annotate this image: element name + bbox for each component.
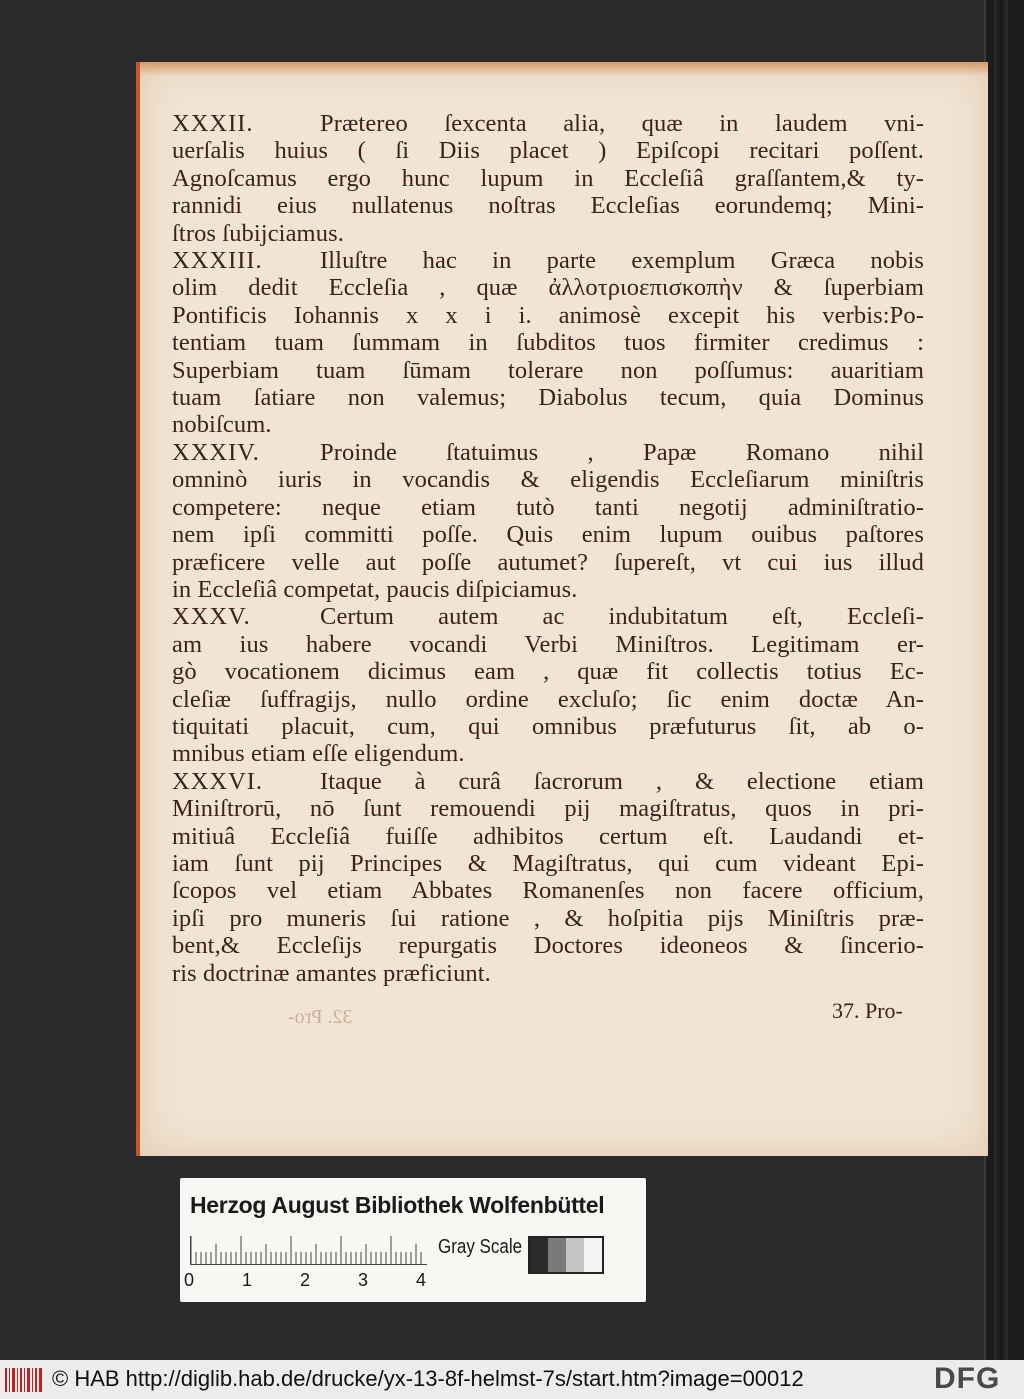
line-text: tiquitati placuit, cum, qui omnibus præfuturus ſit, ab o- bbox=[172, 712, 924, 740]
line-text: Prætereo ſexcenta alia, quæ in laudem vni- bbox=[320, 110, 924, 137]
text-line bbox=[172, 877, 924, 904]
text-line bbox=[172, 795, 924, 822]
line-text: gò vocationem dicimus eam , quæ fit collectis totius Ec- bbox=[172, 658, 924, 686]
paragraph-number: XXXIII. bbox=[172, 247, 263, 275]
page-text bbox=[172, 110, 924, 987]
text-line bbox=[172, 932, 924, 959]
copyright-link[interactable]: © HAB http://diglib.hab.de/drucke/yx-13-8f-helmst-7s/start.htm?image=00012 bbox=[52, 1366, 804, 1391]
text-line bbox=[172, 823, 924, 850]
text-line bbox=[172, 768, 924, 795]
line-text: nobiſcum. bbox=[172, 411, 272, 439]
line-text: cleſiæ ſuffragijs, nullo ordine excluſo; ſic enim doctæ An- bbox=[172, 685, 924, 713]
line-text: iam ſunt pij Principes & Magiſtratus, qui cum videant Epi- bbox=[172, 849, 924, 877]
text-line bbox=[172, 960, 924, 987]
color-calibration-card bbox=[180, 1178, 646, 1302]
text-line bbox=[172, 466, 924, 493]
paragraph-number: XXXII. bbox=[172, 110, 254, 137]
text-line bbox=[172, 631, 924, 658]
text-line bbox=[172, 137, 924, 164]
text-line bbox=[172, 247, 924, 274]
line-text: ſtros ſubijciamus. bbox=[172, 219, 344, 247]
line-text: Illuſtre hac in parte exemplum Græca nobis bbox=[320, 247, 924, 275]
ruler-number: 1 bbox=[242, 1270, 253, 1290]
text-line bbox=[172, 713, 924, 740]
text-line bbox=[172, 329, 924, 356]
line-text: tuam ſatiare non valemus; Diabolus tecum, quia Dominus bbox=[172, 384, 924, 412]
paragraph-number: XXXVI. bbox=[172, 767, 264, 795]
line-text: mitiuâ Eccleſiâ fuiſſe adhibitos certum eſt. Laudandi et- bbox=[172, 822, 924, 850]
line-text: in Eccleſiâ competat, paucis diſpiciamus. bbox=[172, 575, 578, 603]
line-text: mnibus etiam eſſe eligendum. bbox=[172, 740, 465, 768]
text-line bbox=[172, 220, 924, 247]
line-text: Miniſtrorū, nō ſunt remouendi pij magiſtratus, quos in pri- bbox=[172, 795, 924, 823]
gray-swatch bbox=[584, 1238, 602, 1272]
line-text: competere: neque etiam tutò tanti negotij adminiſtratio- bbox=[172, 493, 924, 521]
gray-swatch bbox=[548, 1238, 566, 1272]
line-text: ipſi pro muneris ſui ratione , & hoſpitia pijs Miniſtris præ- bbox=[172, 904, 924, 932]
text-line bbox=[172, 576, 924, 603]
text-line bbox=[172, 302, 924, 329]
paragraph bbox=[172, 603, 924, 767]
bleed-through-text: 32. Pro- bbox=[288, 1006, 353, 1028]
line-text: Itaque à curâ ſacrorum , & electione etiam bbox=[320, 767, 924, 795]
text-line bbox=[172, 905, 924, 932]
text-line bbox=[172, 357, 924, 384]
text-line bbox=[172, 274, 924, 301]
catchword: 37. Pro- bbox=[832, 998, 903, 1023]
paragraph bbox=[172, 247, 924, 439]
text-line bbox=[172, 603, 924, 630]
line-text: am ius habere vocandi Verbi Miniſtros. Legitimam er- bbox=[172, 630, 924, 658]
paragraph bbox=[172, 110, 924, 247]
line-text: Certum autem ac indubitatum eſt, Eccleſi- bbox=[320, 603, 924, 631]
text-line bbox=[172, 110, 924, 137]
ruler-number: 4 bbox=[416, 1270, 427, 1290]
ruler-number: 3 bbox=[358, 1270, 369, 1290]
paragraph-number: XXXV. bbox=[172, 603, 251, 631]
footer-bar bbox=[0, 1360, 1024, 1399]
scale-ruler bbox=[190, 1236, 427, 1265]
paragraph bbox=[172, 439, 924, 603]
line-text: Agnoſcamus ergo hunc lupum in Eccleſiâ graſſantem,& ty- bbox=[172, 164, 924, 192]
gray-swatch bbox=[530, 1238, 548, 1272]
gray-scale-swatches bbox=[528, 1236, 604, 1274]
text-line bbox=[172, 686, 924, 713]
card-title: Herzog August Bibliothek Wolfenbüttel bbox=[190, 1192, 605, 1218]
book-spine-edge bbox=[984, 0, 1024, 1360]
line-text: ſcopos vel etiam Abbates Romanenſes non facere officium, bbox=[172, 877, 924, 905]
line-text: olim dedit Eccleſia , quæ ἀλλοτριοεπισκοπὴν & ſuperbiam bbox=[172, 274, 924, 302]
text-line bbox=[172, 658, 924, 685]
barcode-icon bbox=[4, 1368, 44, 1392]
line-text: ris doctrinæ amantes præficiunt. bbox=[172, 959, 491, 987]
text-line bbox=[172, 549, 924, 576]
text-line bbox=[172, 165, 924, 192]
text-line bbox=[172, 384, 924, 411]
text-line bbox=[172, 411, 924, 438]
ruler-number: 2 bbox=[300, 1270, 311, 1290]
line-text: Pontificis Iohannis x x i i. animosè excepit his verbis:Po- bbox=[172, 301, 924, 329]
dfg-logo: DFG bbox=[934, 1362, 1001, 1395]
line-text: omninò iuris in vocandis & eligendis Eccleſiarum miniſtris bbox=[172, 466, 924, 494]
line-text: nem ipſi committi poſſe. Quis enim lupum ouibus paſtores bbox=[172, 521, 924, 549]
text-line bbox=[172, 192, 924, 219]
line-text: Superbiam tuam ſūmam tolerare non poſſumus: auaritiam bbox=[172, 356, 924, 384]
paragraph bbox=[172, 768, 924, 987]
line-text: rannidi eius nullatenus noſtras Eccleſias eorundemq; Mini- bbox=[172, 192, 924, 220]
line-text: præficere velle aut poſſe autumet? ſupereſt, vt cui ius illud bbox=[172, 548, 924, 576]
text-line bbox=[172, 439, 924, 466]
line-text: bent,& Eccleſijs repurgatis Doctores ideoneos & ſincerio- bbox=[172, 932, 924, 960]
paragraph-number: XXXIV. bbox=[172, 438, 260, 466]
text-line bbox=[172, 740, 924, 767]
line-text: Proinde ſtatuimus , Papæ Romano nihil bbox=[320, 438, 924, 466]
line-text: tentiam tuam ſummam in ſubditos tuos firmiter credimus : bbox=[172, 329, 924, 357]
ruler-ticks bbox=[191, 1236, 427, 1264]
gray-scale-label: Gray Scale bbox=[438, 1236, 523, 1258]
gray-swatch bbox=[566, 1238, 584, 1272]
text-line bbox=[172, 521, 924, 548]
ruler-number: 0 bbox=[184, 1270, 195, 1290]
text-line bbox=[172, 850, 924, 877]
text-line bbox=[172, 494, 924, 521]
line-text: uerſalis huius ( ſi Diis placet ) Epiſcopi recitari poſſent. bbox=[172, 137, 924, 165]
